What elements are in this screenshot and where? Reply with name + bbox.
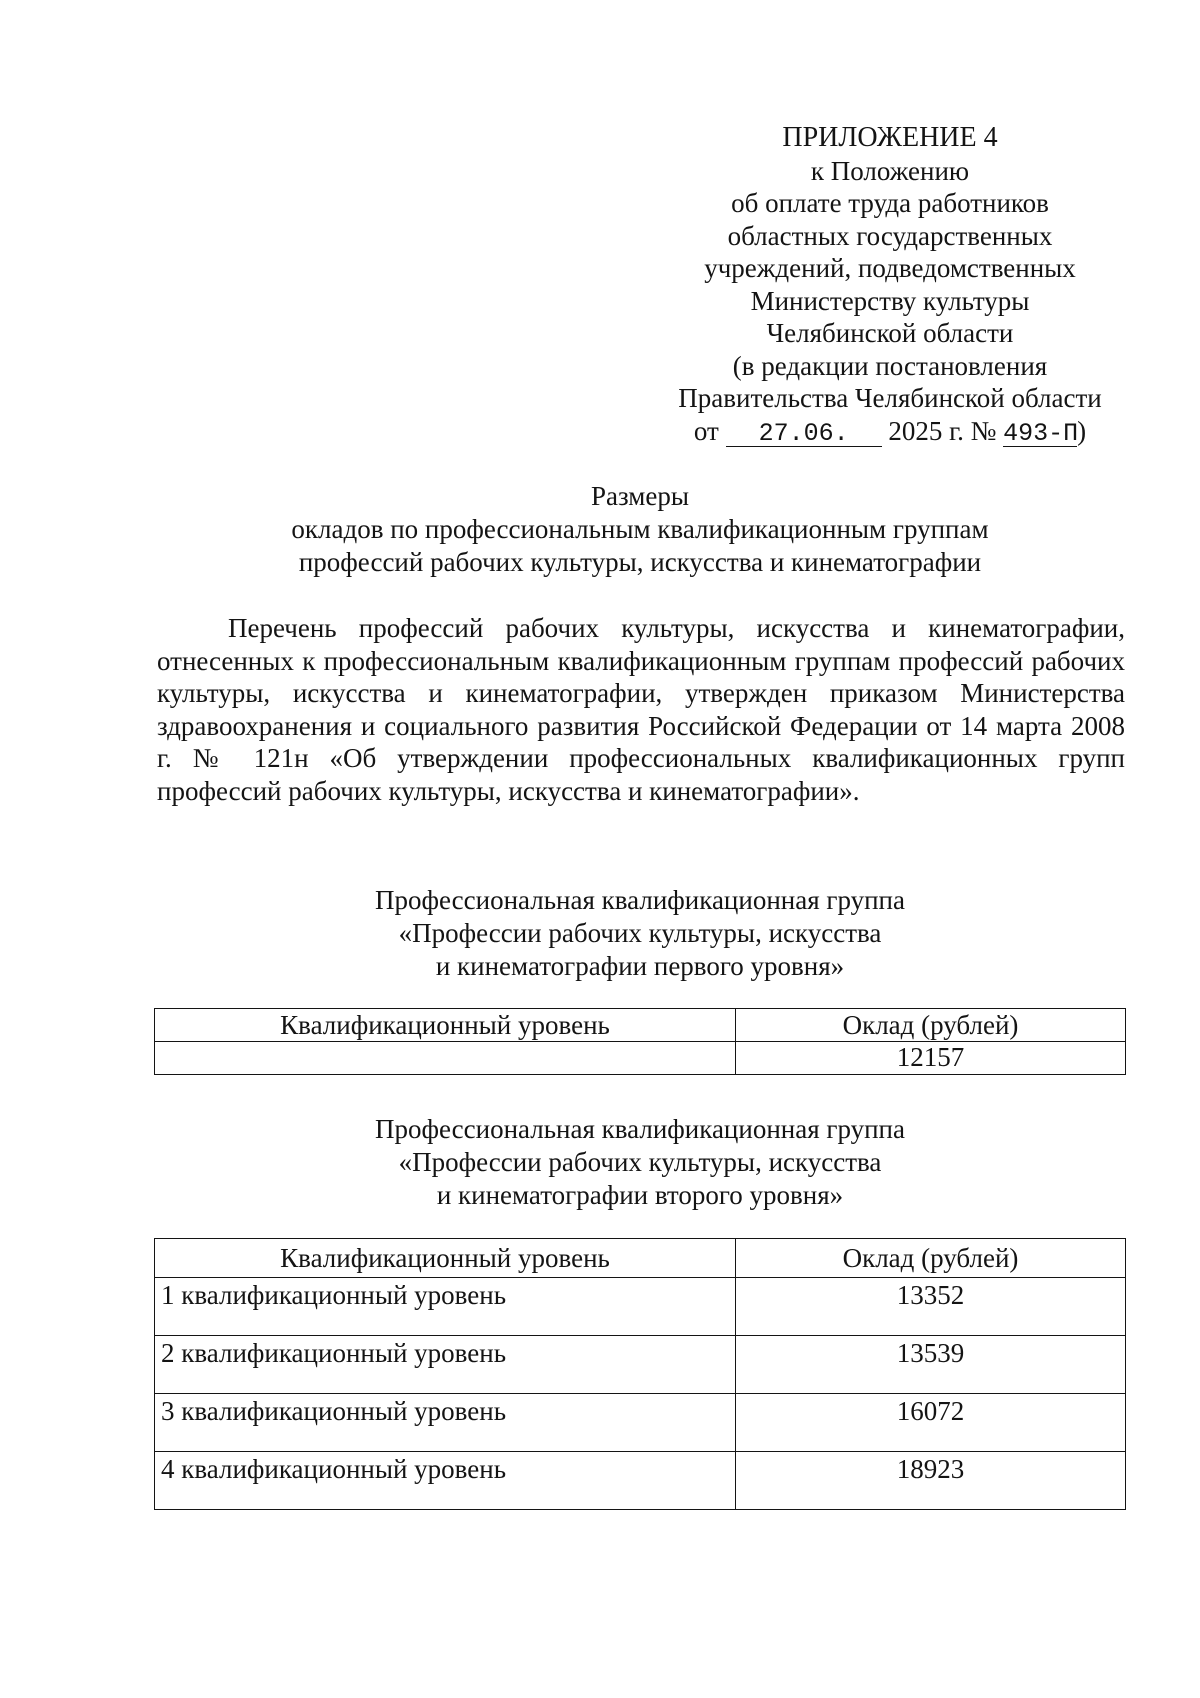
group1-salary-table: [154, 1008, 1126, 1075]
group-heading-line: и кинематографии первого уровня»: [435, 951, 845, 981]
salary-cell: 12157: [736, 1042, 1126, 1075]
salary-cell: 18923: [736, 1452, 1126, 1510]
group-heading-line: «Профессии рабочих культуры, искусства: [398, 1147, 882, 1177]
header-salary: Оклад (рублей): [736, 1239, 1126, 1278]
resolution-year: 2025 г. №: [888, 415, 997, 446]
level-cell: 1 квалификационный уровень: [155, 1278, 736, 1336]
level-cell: 2 квалификационный уровень: [155, 1336, 736, 1394]
header-salary: Оклад (рублей): [736, 1009, 1126, 1042]
appendix-line: областных государственных: [727, 220, 1053, 251]
appendix-line: Министерству культуры: [750, 285, 1030, 316]
resolution-date-line: [640, 415, 1140, 448]
title-line: Размеры: [591, 481, 689, 511]
appendix-title: ПРИЛОЖЕНИЕ 4: [782, 122, 998, 153]
appendix-line: Челябинской области: [766, 318, 1014, 348]
table-row: [155, 1452, 1126, 1510]
body-paragraph: Перечень профессий рабочих культуры, искусства и кинематографии, отнесенных к профессиональным квалификационным группам профессий рабочих культуры, искусства и кинематографии, утвержден приказом Министерства здравоохранения и социального развития Российской Федерации от 14 марта 2008 г. № 121н «Об утверждении профессиональных квалификационных групп профессий рабочих культуры, искусства и кинематографии».: [157, 613, 1125, 806]
closing-paren: ): [1077, 415, 1087, 446]
table-row: [155, 1278, 1126, 1336]
header-level: Квалификационный уровень: [155, 1239, 736, 1278]
header-level: Квалификационный уровень: [155, 1009, 736, 1042]
title-line: окладов по профессиональным квалификационным группам: [291, 514, 989, 544]
group-heading-line: «Профессии рабочих культуры, искусства: [398, 918, 882, 948]
resolution-number: 493-П: [1003, 418, 1079, 448]
appendix-line: (в редакции постановления: [732, 350, 1048, 381]
salary-cell: 13352: [736, 1278, 1126, 1336]
table-header-row: [155, 1239, 1126, 1278]
title-line: профессий рабочих культуры, искусства и кинематографии: [298, 547, 982, 577]
resolution-date: 27.06.: [726, 422, 882, 447]
appendix-header: [640, 122, 1140, 447]
date-prefix: от: [693, 415, 719, 446]
table-row: [155, 1336, 1126, 1394]
document-title: [150, 480, 1130, 579]
level-cell: 3 квалификационный уровень: [155, 1394, 736, 1452]
group-heading-line: Профессиональная квалификационная группа: [375, 885, 905, 915]
appendix-line: об оплате труда работников: [731, 188, 1049, 218]
group2-salary-table: [154, 1238, 1126, 1510]
group2-heading: [150, 1113, 1130, 1212]
appendix-line: учреждений, подведомственных: [704, 253, 1076, 283]
group-heading-line: и кинематографии второго уровня»: [436, 1180, 844, 1210]
group-heading-line: Профессиональная квалификационная группа: [375, 1114, 905, 1144]
appendix-line: к Положению: [810, 155, 970, 186]
level-cell: [155, 1042, 736, 1075]
salary-cell: 16072: [736, 1394, 1126, 1452]
table-header-row: [155, 1009, 1126, 1042]
level-cell: 4 квалификационный уровень: [155, 1452, 736, 1510]
table-row: [155, 1394, 1126, 1452]
appendix-line: Правительства Челябинской области: [678, 383, 1102, 413]
table-row: [155, 1042, 1126, 1075]
salary-cell: 13539: [736, 1336, 1126, 1394]
group1-heading: [150, 884, 1130, 983]
